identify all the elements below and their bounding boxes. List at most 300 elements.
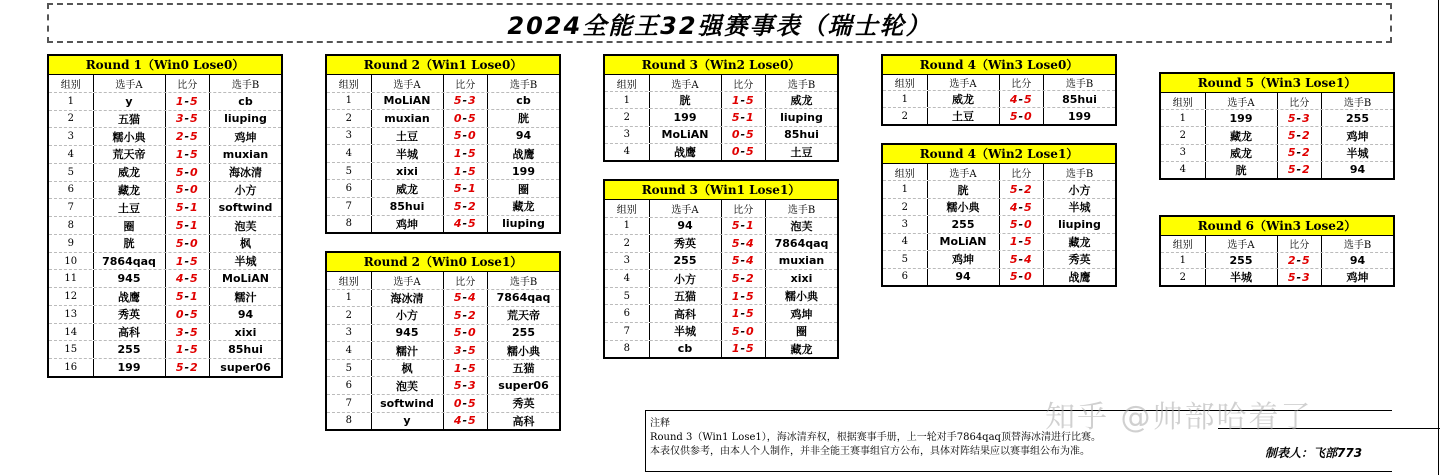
score [444,216,489,233]
header-player-a: 选手A [928,75,1000,90]
table-row [1161,110,1393,127]
score-a: 4 [175,272,185,286]
table-row [49,288,281,306]
player-b: 鸡坤 [790,307,813,321]
table-row [605,288,837,306]
group-number: 5 [883,251,928,267]
header-group: 组别 [1161,236,1206,252]
player-a: 五猫 [94,111,166,128]
header-score: 比分 [1000,75,1045,90]
table-row [327,93,559,111]
table-round2-win1-lose0 [325,54,561,234]
watermark: 知乎 @帅部哈着了 [1045,400,1313,435]
score [444,413,489,430]
player-b: 85hui [784,128,819,142]
score-b: 5 [468,217,477,231]
player-a: 小方 [372,307,444,324]
score-dash: - [462,94,469,108]
group-number: 9 [49,235,94,252]
score-dash: - [184,254,191,268]
score-b: 4 [468,291,477,305]
player-a: muxian [372,110,444,127]
player-b: 94 [515,129,532,143]
score-b: 4 [1024,252,1033,266]
score [166,288,211,305]
score-dash: - [184,290,191,304]
score-b: 5 [468,164,477,178]
score-b: 5 [190,94,199,108]
header-row [1161,236,1393,253]
table-row [49,253,281,271]
score-b: 5 [1024,200,1033,214]
score [722,305,767,322]
score-a: 5 [1287,129,1297,142]
table-row [49,128,281,146]
header-group: 组别 [883,164,928,180]
score-b: 4 [746,236,755,250]
group-number: 4 [1161,162,1206,178]
player-b: 鸡坤 [234,130,257,144]
player-a: MoLiAN [372,93,444,110]
player-a: 威龙 [928,91,1000,107]
score-b: 5 [190,112,199,126]
score-b: 5 [746,307,755,321]
player-b: 255 [1346,111,1369,125]
player-b: super06 [220,361,271,375]
player-a: 小方 [650,270,722,287]
score-b: 5 [190,307,199,321]
group-number: 7 [49,199,94,216]
header-score: 比分 [1000,164,1045,180]
score-dash: - [1296,270,1303,284]
score-b: 2 [1302,163,1311,177]
player-b: 威龙 [790,94,813,108]
group-number: 3 [327,325,372,342]
group-number: 4 [883,234,928,250]
score-b: 2 [1302,129,1311,142]
score-b: 5 [190,272,199,286]
score [1000,251,1045,267]
player-b: 泡芙 [234,219,257,233]
score-dash: - [184,236,191,250]
header-player-b: 选手B [1065,79,1094,90]
group-number: 5 [327,163,372,180]
score-a: 1 [175,254,185,268]
score-b: 1 [746,219,755,233]
score-b: 5 [1302,253,1311,267]
player-b: 藏龙 [790,342,813,356]
score-dash: - [462,164,469,178]
player-a: 糯小典 [94,128,166,145]
score [166,341,211,358]
score [166,111,211,128]
header-row [327,75,559,93]
player-a: 五猫 [650,288,722,305]
score-b: 0 [746,324,755,338]
table-row [605,235,837,253]
player-b: 藏龙 [512,200,535,214]
score-dash: - [740,111,747,124]
group-number: 14 [49,324,94,341]
group-number: 2 [327,307,372,324]
header-player-b: 选手B [1343,97,1372,109]
score-dash: - [740,307,747,321]
group-number: 1 [327,93,372,110]
score-dash: - [184,147,191,161]
group-number: 10 [49,253,94,270]
player-b: 小方 [234,183,257,197]
score [444,377,489,394]
score-dash: - [184,325,191,339]
score-a: 3 [175,325,185,339]
player-a: 胱 [94,235,166,252]
table-row [49,146,281,164]
group-number: 1 [605,218,650,235]
table-row [49,359,281,376]
player-a: 威龙 [372,180,444,197]
table-round3-win1-lose1 [603,179,839,359]
table-title: Round 6（Win3 Lose2） [1161,217,1393,236]
score-dash: - [184,343,191,357]
player-b: liuping [502,217,545,231]
score-b: 0 [1024,109,1033,123]
group-number: 1 [883,181,928,197]
group-number: 6 [883,269,928,285]
group-number: 4 [605,144,650,160]
header-player-b: 选手B [509,79,538,91]
table-row [327,110,559,128]
header-score: 比分 [1278,236,1323,252]
player-b: 94 [1349,253,1366,267]
player-b: MoLiAN [222,272,270,286]
score-b: 5 [1024,235,1033,249]
group-number: 4 [327,342,372,359]
player-b: 圈 [518,182,529,196]
score-dash: - [1018,92,1025,106]
player-b: 糯汁 [234,290,257,304]
score-a: 2 [175,130,185,144]
score-a: 5 [175,201,185,215]
group-number: 1 [1161,110,1206,126]
group-number: 13 [49,306,94,323]
player-b: 鸡坤 [1346,129,1369,143]
score-dash: - [184,130,191,144]
score-a: 2 [1287,253,1297,267]
player-b: 胱 [518,112,529,126]
player-a: 255 [650,253,722,270]
player-b: softwind [218,201,273,215]
player-a: 199 [650,109,722,125]
score-dash: - [184,361,191,375]
player-b: 94 [237,307,254,321]
score-dash: - [740,236,747,250]
score [722,127,767,143]
player-a: 胱 [928,181,1000,197]
score-dash: - [1018,217,1025,231]
score-a: 5 [731,111,741,124]
score [1278,162,1323,178]
score-b: 5 [468,147,477,161]
score-dash: - [740,93,747,107]
score [722,235,767,252]
player-b: xixi [234,325,257,339]
header-row [883,75,1115,91]
score-b: 2 [190,361,199,375]
table-row [605,323,837,341]
score-a: 1 [175,343,185,357]
score-a: 3 [453,344,463,358]
score-b: 3 [1302,111,1311,125]
header-player-a: 选手A [928,164,1000,180]
player-b: 199 [512,164,535,178]
score-a: 5 [731,272,741,286]
group-number: 1 [1161,253,1206,269]
group-number: 4 [327,145,372,162]
table-row [49,164,281,182]
player-a: 藏龙 [94,182,166,199]
group-number: 1 [49,93,94,110]
table-row [883,251,1115,268]
player-a: 199 [1206,110,1278,126]
table-row [327,325,559,343]
score-a: 1 [453,361,463,375]
score-dash: - [462,147,469,161]
score-dash: - [1018,252,1025,266]
header-score: 比分 [722,200,767,217]
score-a: 0 [453,111,463,125]
table-row [883,269,1115,285]
table-row [49,341,281,359]
player-a: 土豆 [372,128,444,145]
player-b: 高科 [512,414,535,428]
score [1278,145,1323,161]
table-row [327,413,559,430]
score [444,342,489,359]
score-b: 1 [190,290,199,304]
score [166,324,211,341]
player-a: 秀英 [94,306,166,323]
score-a: 4 [453,217,463,231]
header-group: 组别 [883,75,928,90]
group-number: 3 [1161,145,1206,161]
table-row [883,108,1115,124]
player-b: liuping [224,112,267,126]
score-dash: - [740,254,747,268]
player-b: 半城 [1068,201,1091,215]
header-group: 组别 [1161,93,1206,109]
score-dash: - [462,199,469,213]
header-player-a: 选手A [372,75,444,92]
score-b: 5 [468,111,477,125]
player-a: 半城 [1206,269,1278,285]
player-b: 战鹰 [512,147,535,161]
score [166,253,211,270]
player-a: MoLiAN [928,234,1000,250]
player-a: 高科 [650,305,722,322]
score-b: 3 [468,94,477,108]
player-b: 糯小典 [507,344,540,358]
table-row [605,92,837,109]
group-number: 2 [49,111,94,128]
table-row [49,324,281,342]
page-title: 2024全能王32强赛事表（瑞士轮） [507,11,932,40]
player-a: cb [650,341,722,358]
header-row [605,200,837,218]
group-number: 5 [49,164,94,181]
header-player-b: 选手B [1343,240,1372,252]
player-a: 糯汁 [372,342,444,359]
score-a: 5 [1287,146,1297,160]
table-row [49,199,281,217]
score-dash: - [1296,253,1303,267]
score-a: 5 [175,361,185,375]
score-dash: - [740,289,747,303]
score [444,93,489,110]
score [444,180,489,197]
header-group: 组别 [327,75,372,92]
score-dash: - [462,129,469,143]
score-b: 5 [746,145,755,159]
score-b: 5 [746,289,755,303]
table-row [605,127,837,144]
score [444,325,489,342]
score-b: 1 [746,111,755,124]
group-number: 1 [327,290,372,307]
table-row [1161,162,1393,178]
group-number: 12 [49,288,94,305]
header-group: 组别 [49,75,94,92]
score-dash: - [1296,146,1303,160]
score-dash: - [1018,270,1025,284]
score [1278,269,1323,285]
score-b: 0 [468,129,477,143]
group-number: 11 [49,270,94,287]
score-a: 5 [1009,252,1019,266]
group-number: 2 [605,109,650,125]
table-row [883,181,1115,198]
player-b: 战鹰 [1068,270,1091,284]
score-a: 1 [731,289,741,303]
score-b: 0 [190,183,199,197]
score-a: 5 [175,236,185,250]
score [1000,234,1045,250]
group-number: 2 [605,235,650,252]
score-dash: - [462,326,469,340]
player-a: 94 [650,218,722,235]
score-a: 4 [1009,92,1019,106]
group-number: 8 [327,216,372,233]
player-a: 圈 [94,217,166,234]
header-player-a: 选手A [650,200,722,217]
player-a: 199 [94,359,166,376]
score [1000,91,1045,107]
score-a: 5 [453,379,463,393]
player-a: 胱 [1206,162,1278,178]
player-b: 85hui [1062,92,1097,106]
score-a: 5 [453,326,463,340]
table-row [49,235,281,253]
group-number: 4 [605,270,650,287]
score [444,290,489,307]
header-group: 组别 [327,272,372,289]
player-a: y [94,93,166,110]
table-row [49,182,281,200]
group-number: 6 [605,305,650,322]
score-b: 5 [746,93,755,107]
score-dash: - [740,145,747,159]
score-b: 0 [190,165,199,179]
score [722,218,767,235]
score-a: 1 [731,307,741,321]
player-a: 土豆 [94,199,166,216]
score [444,145,489,162]
header-group: 组别 [605,200,650,217]
score-a: 5 [1009,183,1019,197]
player-b: xixi [790,272,813,286]
player-a: 糯小典 [928,199,1000,215]
score-b: 5 [1024,92,1033,106]
score-a: 5 [175,290,185,304]
header-score: 比分 [166,75,211,92]
score-dash: - [184,112,191,126]
score [722,323,767,340]
table-row [883,234,1115,251]
table-row [327,163,559,181]
player-a: 藏龙 [1206,127,1278,143]
maker-credit: 制表人：飞部773 [1265,446,1363,460]
score-b: 2 [468,308,477,322]
score-b: 5 [190,130,199,144]
player-a: 战鹰 [650,144,722,160]
group-number: 2 [1161,127,1206,143]
table-title: Round 2（Win1 Lose0） [327,56,559,75]
player-b: liuping [1058,217,1101,231]
player-b: 泡芙 [790,219,813,233]
player-b: 秀英 [512,397,535,411]
table-row [605,109,837,126]
score-a: 5 [731,254,741,268]
header-score: 比分 [444,75,489,92]
player-b: 鸡坤 [1346,271,1369,284]
score-dash: - [184,219,191,232]
score-dash: - [1018,183,1025,197]
table-round5-win3-lose1 [1159,72,1395,180]
score-a: 5 [1287,270,1297,284]
player-a: 半城 [650,323,722,340]
score [166,93,211,110]
score [1278,127,1323,143]
score-dash: - [462,308,469,322]
frame-right-border [1438,0,1439,475]
table-row [327,307,559,325]
score-b: 3 [468,379,477,393]
table-title: Round 3（Win2 Lose0） [605,56,837,75]
score [166,199,211,216]
table-row [883,91,1115,108]
group-number: 7 [605,323,650,340]
player-b: 小方 [1068,183,1091,197]
header-player-b: 选手B [509,276,538,288]
player-b: 秀英 [1068,253,1091,267]
group-number: 7 [327,198,372,215]
header-player-a: 选手A [1206,93,1278,109]
score-dash: - [184,94,191,108]
player-a: 高科 [94,324,166,341]
notes-line-1: Round 3（Win1 Lose1），海冰清弃权，根据赛事手册，上一轮对手7864qaq顶替海冰清进行比赛。 [650,432,1101,443]
score-b: 1 [190,201,199,215]
score-dash: - [462,111,469,125]
group-number: 1 [883,91,928,107]
